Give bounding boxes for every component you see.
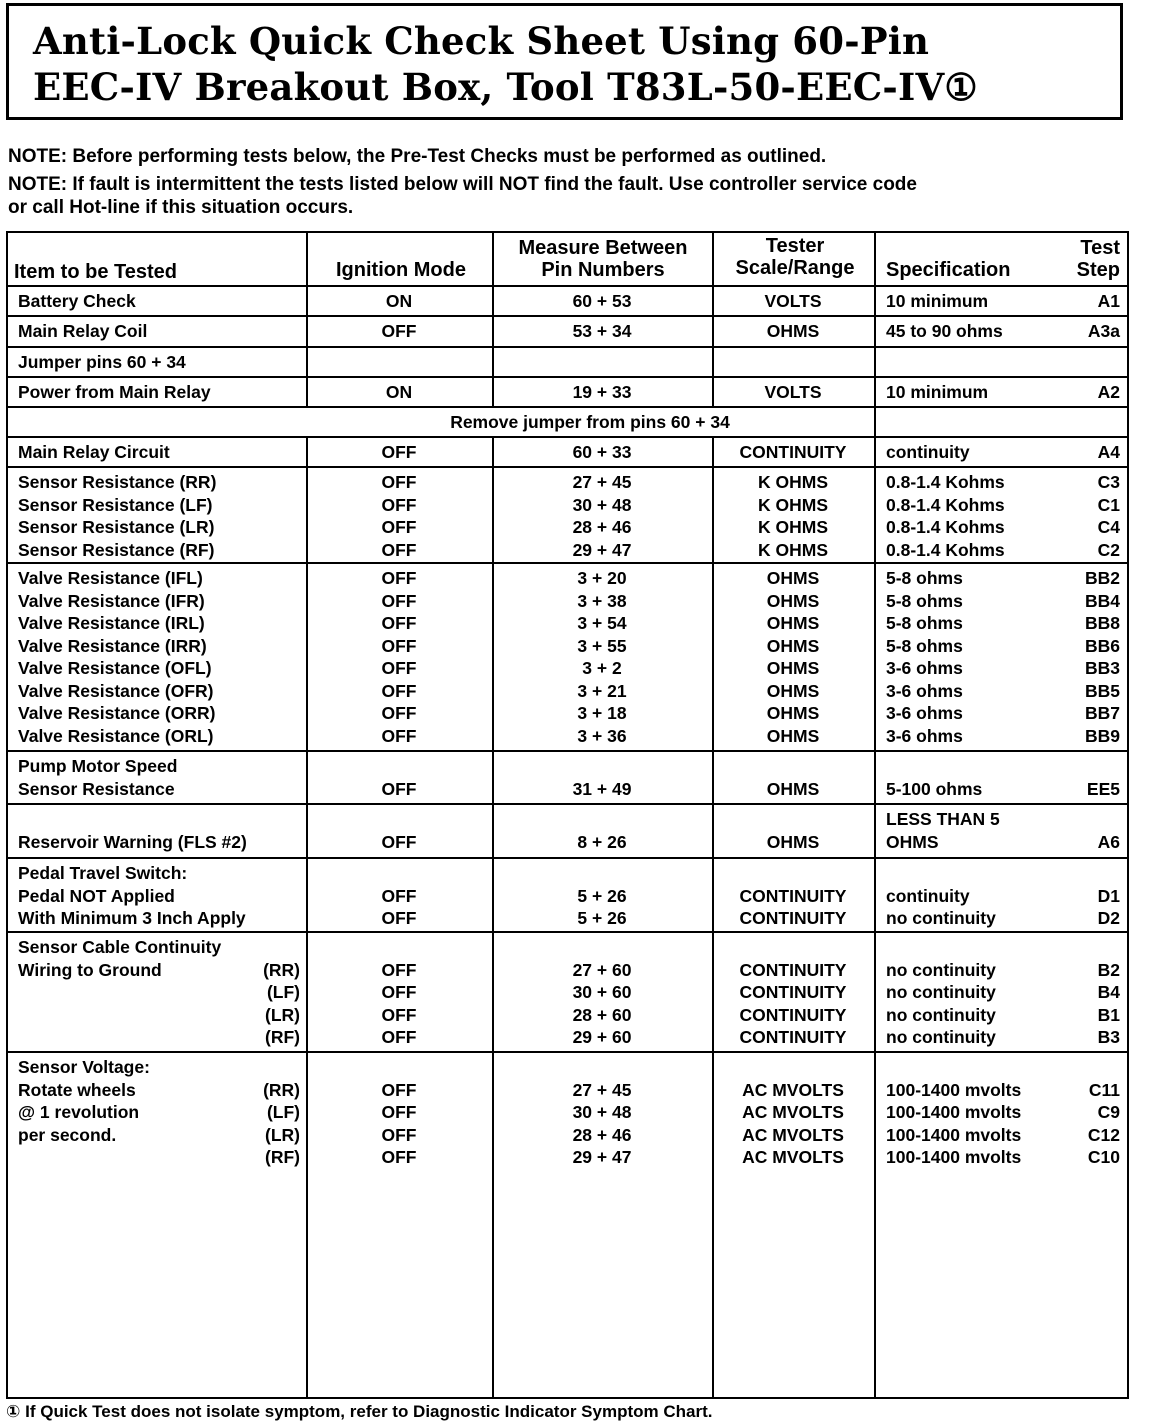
row-divider <box>8 803 1127 805</box>
column-divider <box>874 857 876 931</box>
cell-scale: OHMS OHMS OHMS OHMS OHMS OHMS OHMS OHMS <box>766 568 820 746</box>
column-divider <box>874 931 876 1051</box>
cell-spec: LESS THAN 5 OHMS <box>886 809 1000 852</box>
cell-step: C11 C9 C12 C10 <box>1087 1079 1120 1167</box>
cell-item: Battery Check <box>18 291 136 311</box>
header-specification: Specification <box>886 259 1011 281</box>
note-pretest: NOTE: Before performing tests below, the Pre-Test Checks must be performed as outlined. <box>8 146 827 167</box>
cell-step: A6 <box>1097 831 1120 852</box>
row-divider <box>8 857 1127 859</box>
cell-pins: 53 + 34 <box>572 321 632 341</box>
header-test-step: Test Step <box>1076 237 1120 281</box>
cell-spec: 5-100 ohms <box>886 778 983 799</box>
cell-step: D1 D2 <box>1097 885 1120 928</box>
cell-scale: CONTINUITY CONTINUITY CONTINUITY CONTINUITY <box>739 959 847 1047</box>
cell-mode: OFF OFF <box>381 885 417 928</box>
cell-item: Jumper pins 60 + 34 <box>18 352 186 372</box>
note-intermittent: NOTE: If fault is intermittent the tests listed below will NOT find the fault. Use controller service code or call Hot-line if this situation occurs. <box>8 174 917 218</box>
cell-spec: 45 to 90 ohms <box>886 321 1003 341</box>
notes <box>8 145 1128 219</box>
cell-step: C3 C1 C4 C2 <box>1097 472 1120 560</box>
title-box <box>6 3 1123 120</box>
cell-item: Sensor Cable Continuity Wiring to Ground <box>18 937 222 980</box>
cell-item: Power from Main Relay <box>18 382 211 402</box>
row-divider <box>8 750 1127 752</box>
cell-item: Main Relay Coil <box>18 321 148 341</box>
cell-item: Main Relay Circuit <box>18 442 170 462</box>
cell-pins: 31 + 49 <box>572 778 632 799</box>
row-divider <box>8 285 1127 287</box>
cell-spec: 10 minimum <box>886 382 989 402</box>
quick-check-table <box>6 231 1129 1399</box>
row-divider <box>8 1051 1127 1053</box>
cell-mode: OFF OFF OFF OFF <box>381 472 417 560</box>
cell-pins: 60 + 33 <box>572 442 632 462</box>
cell-pins: 3 + 20 3 + 38 3 + 54 3 + 55 3 + 2 3 + 21 3 + 18 3 + 36 <box>577 568 627 746</box>
cell-pins: 27 + 45 30 + 48 28 + 46 29 + 47 <box>572 472 632 560</box>
cell-step: A4 <box>1097 442 1120 462</box>
cell-pins: 27 + 45 30 + 48 28 + 46 29 + 47 <box>572 1079 632 1167</box>
cell-scale: K OHMS K OHMS K OHMS K OHMS <box>758 472 828 560</box>
row-divider <box>8 406 1127 408</box>
row-divider <box>8 315 1127 317</box>
row-divider <box>8 346 1127 348</box>
cell-scale: AC MVOLTS AC MVOLTS AC MVOLTS AC MVOLTS <box>742 1079 844 1167</box>
column-divider <box>306 346 308 376</box>
title-line-2: EEC-IV Breakout Box, Tool T83L-50-EEC-IV① <box>33 65 978 109</box>
cell-item: Pedal Travel Switch: Pedal NOT Applied With Minimum 3 Inch Apply <box>18 863 246 928</box>
cell-pins: 5 + 26 5 + 26 <box>577 885 627 928</box>
cell-mode: ON <box>385 291 413 311</box>
title-line-1: Anti-Lock Quick Check Sheet Using 60-Pin <box>33 19 930 63</box>
cell-spec: continuity <box>886 442 970 462</box>
column-divider <box>874 406 876 436</box>
column-divider <box>712 233 714 285</box>
cell-mode: OFF <box>381 442 417 462</box>
cell-step: A1 <box>1097 291 1120 311</box>
row-divider <box>8 376 1127 378</box>
column-divider <box>874 285 876 315</box>
header-tester-scale: Tester Scale/Range <box>735 235 855 279</box>
cell-scale: OHMS <box>766 778 820 799</box>
cell-scale: OHMS <box>766 321 820 341</box>
cell-step: BB2 BB4 BB8 BB6 BB3 BB5 BB7 BB9 <box>1084 568 1120 746</box>
merged-instruction-cell: Remove jumper from pins 60 + 34 <box>450 412 730 432</box>
cell-wheel-position: (RR) (LF) (LR) (RF) <box>263 959 300 1047</box>
cell-step: B2 B4 B1 B3 <box>1097 959 1120 1047</box>
cell-spec: 10 minimum <box>886 291 989 311</box>
cell-scale: CONTINUITY <box>739 442 847 462</box>
cell-spec: no continuity no continuity no continuity no continuity <box>886 959 996 1047</box>
cell-scale: CONTINUITY CONTINUITY <box>739 885 847 928</box>
cell-step: EE5 <box>1086 778 1120 799</box>
cell-item: Sensor Voltage: Rotate wheels @ 1 revolution per second. <box>18 1057 150 1145</box>
cell-spec: continuity no continuity <box>886 885 996 928</box>
cell-item: Pump Motor Speed Sensor Resistance <box>18 756 178 799</box>
header-ignition-mode: Ignition Mode <box>336 259 466 281</box>
cell-item: Valve Resistance (IFL) Valve Resistance (IFR) Valve Resistance (IRL) Valve Resistance (IRR) Valve Resistance (OFL) Valve Resistance (OFR) Valve Resistance (ORR) Valve Resistance (ORL) <box>18 568 216 746</box>
cell-mode: OFF OFF OFF OFF <box>381 959 417 1047</box>
header-item: Item to be Tested <box>14 261 177 283</box>
row-divider <box>8 562 1127 564</box>
row-divider <box>8 466 1127 468</box>
cell-mode: OFF <box>381 778 417 799</box>
cell-pins: 27 + 60 30 + 60 28 + 60 29 + 60 <box>572 959 632 1047</box>
cell-mode: OFF <box>381 321 417 341</box>
cell-wheel-position: (RR) (LF) (LR) (RF) <box>263 1079 300 1167</box>
column-divider <box>874 1051 876 1397</box>
cell-spec: 5-8 ohms 5-8 ohms 5-8 ohms 5-8 ohms 3-6 ohms 3-6 ohms 3-6 ohms 3-6 ohms <box>886 568 963 746</box>
column-divider <box>306 233 308 285</box>
cell-mode: ON <box>385 382 413 402</box>
cell-pins: 19 + 33 <box>572 382 632 402</box>
column-divider <box>874 376 876 406</box>
column-divider <box>874 466 876 562</box>
column-divider <box>874 562 876 750</box>
column-divider <box>492 346 494 376</box>
column-divider <box>874 803 876 857</box>
cell-mode: OFF OFF OFF OFF OFF OFF OFF OFF <box>381 568 417 746</box>
column-divider <box>874 346 876 376</box>
cell-pins: 60 + 53 <box>572 291 632 311</box>
column-divider <box>874 315 876 346</box>
column-divider <box>874 436 876 466</box>
cell-scale: OHMS <box>766 831 820 852</box>
cell-mode: OFF <box>381 831 417 852</box>
cell-scale: VOLTS <box>764 382 822 402</box>
cell-step: A2 <box>1097 382 1120 402</box>
cell-step: A3a <box>1087 321 1120 341</box>
column-divider <box>492 233 494 285</box>
column-divider <box>874 233 876 285</box>
cell-scale: VOLTS <box>764 291 822 311</box>
column-divider <box>712 346 714 376</box>
row-divider <box>8 436 1127 438</box>
cell-spec: 100-1400 mvolts 100-1400 mvolts 100-1400 mvolts 100-1400 mvolts <box>886 1079 1022 1167</box>
cell-item: Sensor Resistance (RR) Sensor Resistance (LF) Sensor Resistance (LR) Sensor Resistance (RF) <box>18 472 217 560</box>
header-pin-numbers: Measure Between Pin Numbers <box>518 237 688 281</box>
column-divider <box>874 750 876 803</box>
cell-pins: 8 + 26 <box>577 831 627 852</box>
cell-spec: 0.8-1.4 Kohms 0.8-1.4 Kohms 0.8-1.4 Kohms 0.8-1.4 Kohms <box>886 472 1005 560</box>
cell-mode: OFF OFF OFF OFF <box>381 1079 417 1167</box>
row-divider <box>8 931 1127 933</box>
cell-item: Reservoir Warning (FLS #2) <box>18 831 247 852</box>
footnote: ① If Quick Test does not isolate symptom, refer to Diagnostic Indicator Symptom Chart. <box>6 1402 713 1421</box>
